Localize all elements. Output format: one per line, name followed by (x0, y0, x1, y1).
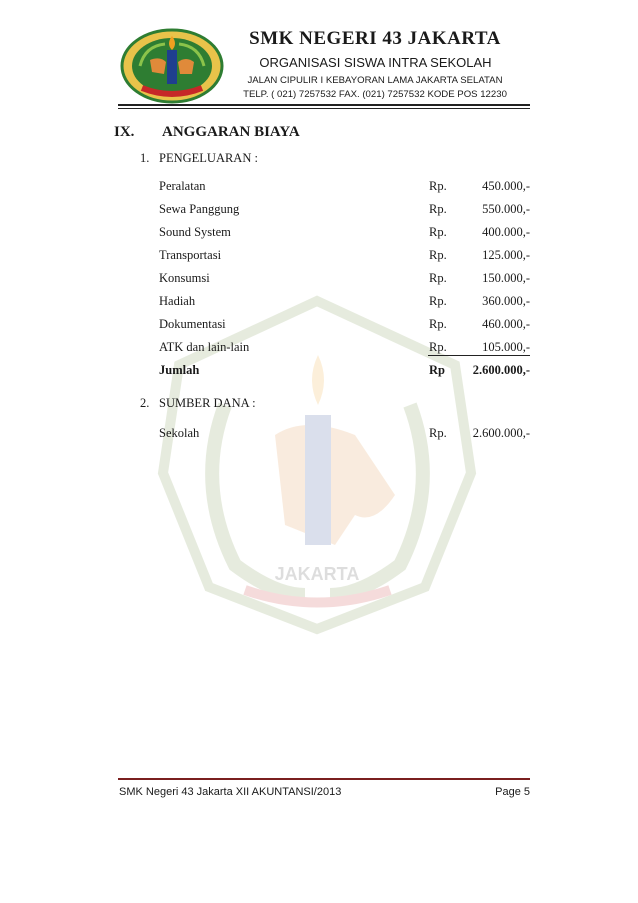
expense-row (0, 317, 638, 337)
total-currency: Rp (429, 363, 445, 377)
expense-currency: Rp. (429, 317, 447, 331)
expense-row (0, 340, 638, 360)
page-number: Page 5 (495, 786, 530, 798)
header-rule (118, 104, 530, 106)
watermark-text: JAKARTA (274, 564, 360, 584)
header-rule-thin (118, 108, 530, 109)
subtotal-underline (428, 355, 530, 356)
expense-amount: 450.000,- (482, 179, 530, 193)
expense-label: Sound System (159, 225, 231, 239)
expense-amount: 360.000,- (482, 294, 530, 308)
funding-row (0, 426, 638, 446)
expense-row (0, 202, 638, 222)
section-title: ANGGARAN BIAYA (162, 124, 300, 140)
school-name: SMK NEGERI 43 JAKARTA (249, 28, 501, 49)
expense-amount: 400.000,- (482, 225, 530, 239)
expense-row (0, 248, 638, 268)
funding-amount: 2.600.000,- (472, 426, 530, 440)
funding-heading: SUMBER DANA : (159, 396, 256, 410)
expense-label: Peralatan (159, 179, 206, 193)
expense-label: Transportasi (159, 248, 222, 262)
expense-total-row (0, 363, 638, 383)
section-number: IX. (114, 124, 135, 140)
expense-label: Hadiah (159, 294, 196, 308)
funding-currency: Rp. (429, 426, 447, 440)
expenses-heading: PENGELUARAN : (159, 151, 258, 165)
expense-row (0, 225, 638, 245)
expense-row (0, 271, 638, 291)
footer-rule (118, 778, 530, 780)
funding-number: 2. (140, 396, 150, 410)
expense-label: Dokumentasi (159, 317, 226, 331)
expense-amount: 125.000,- (482, 248, 530, 262)
expense-row (0, 294, 638, 314)
school-phone: TELP. ( 021) 7257532 FAX. (021) 7257532 KODE POS 12230 (243, 89, 507, 100)
expense-amount: 105.000,- (482, 340, 530, 354)
expense-label: ATK dan lain-lain (159, 340, 250, 354)
expense-currency: Rp. (429, 248, 447, 262)
school-address: JALAN CIPULIR I KEBAYORAN LAMA JAKARTA SELATAN (247, 75, 503, 86)
expenses-number: 1. (140, 151, 150, 165)
expense-currency: Rp. (429, 225, 447, 239)
school-logo-icon (120, 26, 224, 106)
expense-currency: Rp. (429, 202, 447, 216)
organization-name: ORGANISASI SISWA INTRA SEKOLAH (259, 55, 492, 70)
expense-row (0, 179, 638, 199)
funding-label: Sekolah (159, 426, 200, 440)
expense-label: Konsumsi (159, 271, 210, 285)
total-amount: 2.600.000,- (472, 363, 530, 377)
expense-currency: Rp. (429, 271, 447, 285)
expense-currency: Rp. (429, 340, 447, 354)
footer-text: SMK Negeri 43 Jakarta XII AKUNTANSI/2013 (119, 786, 342, 798)
total-label: Jumlah (159, 363, 200, 377)
expense-currency: Rp. (429, 179, 447, 193)
expense-amount: 150.000,- (482, 271, 530, 285)
expense-currency: Rp. (429, 294, 447, 308)
expense-amount: 550.000,- (482, 202, 530, 216)
expense-amount: 460.000,- (482, 317, 530, 331)
expense-label: Sewa Panggung (159, 202, 240, 216)
